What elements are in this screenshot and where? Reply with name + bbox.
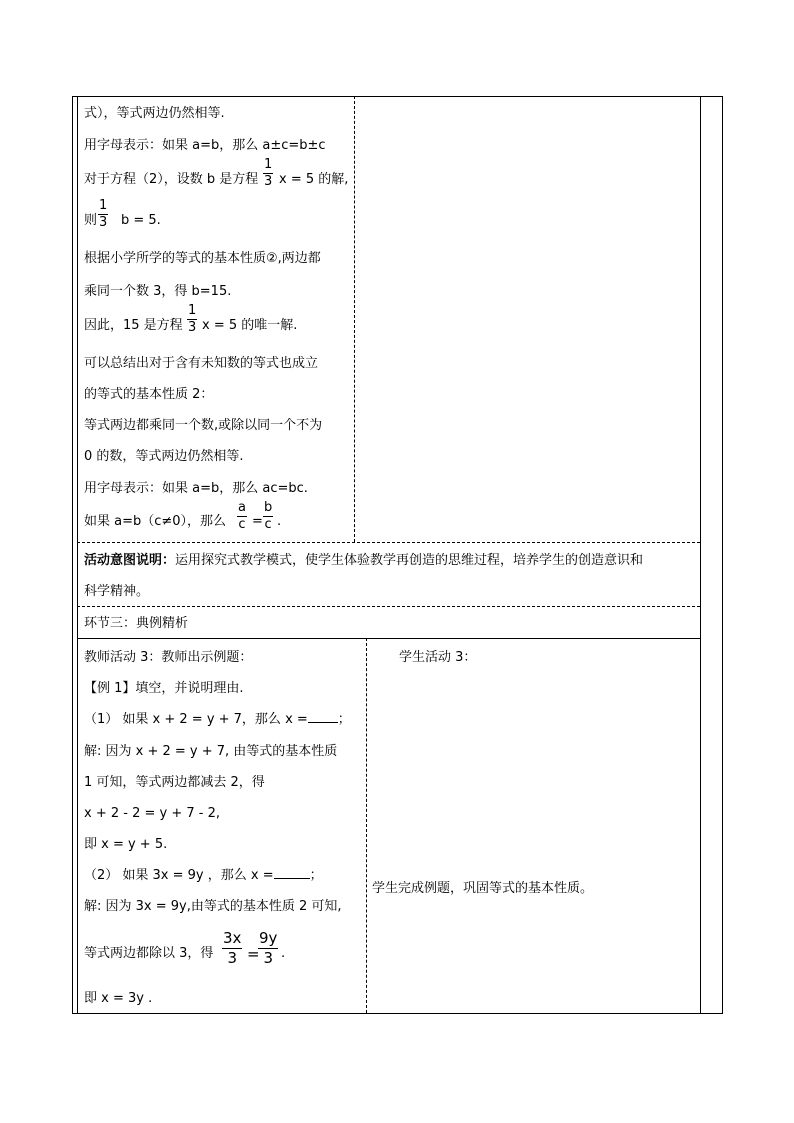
text-line: 0 的数，等式两边仍然相等. [84, 449, 244, 464]
intent-line-2: 科学精神。 [84, 584, 150, 599]
solution-line: 即 x = 3y . [84, 991, 153, 1006]
text-line: 等式两边都乘同一个数,或除以同一个不为 [84, 418, 323, 433]
solution-line: 即 x = y + 5. [84, 837, 168, 852]
equals-sign: = [247, 945, 260, 963]
answer-blank[interactable] [274, 878, 310, 879]
solution-line: 解: 因为 x + 2 = y + 7, 由等式的基本性质 [84, 744, 338, 759]
student-activity-text: 学生完成例题，巩固等式的基本性质。 [372, 881, 594, 896]
text-line: 式），等式两边仍然相等. [84, 106, 225, 121]
intent-label: 活动意图说明： [84, 553, 176, 568]
table-left-inner-border [77, 96, 78, 1013]
answer-blank[interactable] [308, 722, 338, 723]
solution-line: 1 可知，等式两边都减去 2，得 [84, 775, 265, 790]
solution-line: x + 2 - 2 = y + 7 - 2, [84, 806, 220, 821]
fraction-one-third: 1 3 [188, 303, 197, 335]
solution-line: 解: 因为 3x = 9y,由等式的基本性质 2 可知, [84, 899, 342, 914]
text-line: 用字母表示：如果 a=b，那么 ac=bc. [84, 481, 308, 496]
text-line: 的等式的基本性质 2： [84, 387, 214, 402]
row-divider-1 [77, 542, 700, 543]
text-line: 如果 a=b（c≠0），那么 [84, 514, 227, 529]
text-line: 对于方程（2），设数 b 是方程 [84, 172, 259, 187]
solution-line: 等式两边都除以 3，得 [84, 946, 214, 961]
text-line: 根据小学所学的等式的基本性质②,两边都 [84, 251, 321, 266]
bottom-row-column-divider [366, 638, 367, 1013]
fraction-3x-over-3: 3x 3 [223, 929, 242, 967]
row-divider-3 [77, 638, 700, 639]
text-line: 则 [84, 213, 98, 228]
fraction-a-over-c: a c [238, 500, 246, 532]
text-line: 因此，15 是方程 [84, 318, 183, 333]
table-left-border [72, 96, 73, 1013]
period: . [281, 946, 286, 961]
teacher-activity-header: 教师活动 3：教师出示例题： [84, 650, 253, 665]
period: . [277, 514, 282, 529]
table-right-border [722, 96, 723, 1013]
fraction-b-over-c: b c [264, 500, 273, 532]
intent-line-1 [84, 553, 643, 569]
row-divider-2 [77, 606, 700, 607]
example-title: 【例 1】填空，并说明理由. [84, 681, 244, 696]
table-inner-right-border [700, 96, 701, 1013]
text-line: 用字母表示：如果 a=b，那么 a±c=b±c [84, 138, 326, 153]
question-1: （1） 如果 x + 2 = y + 7，那么 x = ； [84, 712, 351, 727]
equals-sign: = [252, 514, 263, 529]
text-line: 乘同一个数 3，得 b=15. [84, 284, 232, 299]
question-2: （2） 如果 3x = 9y ，那么 x = ； [84, 868, 323, 883]
intent-text: 运用探究式教学模式，使学生体验教学再创造的思维过程，培养学生的创造意识和 [175, 553, 644, 568]
section-title: 环节三：典例精析 [84, 616, 189, 631]
text-line: b = 5. [121, 213, 161, 228]
student-activity-header: 学生活动 3： [399, 650, 477, 665]
fraction-9y-over-3: 9y 3 [259, 929, 278, 967]
fraction-one-third: 1 3 [264, 157, 273, 189]
text-line: x = 5 的唯一解. [202, 318, 298, 333]
text-line: 可以总结出对于含有未知数的等式也成立 [84, 356, 319, 371]
top-row-column-divider [354, 96, 355, 542]
table-top-border [72, 96, 723, 97]
table-bottom-border [72, 1013, 723, 1014]
text-line: x = 5 的解, [279, 172, 349, 187]
fraction-one-third: 1 3 [99, 198, 108, 230]
